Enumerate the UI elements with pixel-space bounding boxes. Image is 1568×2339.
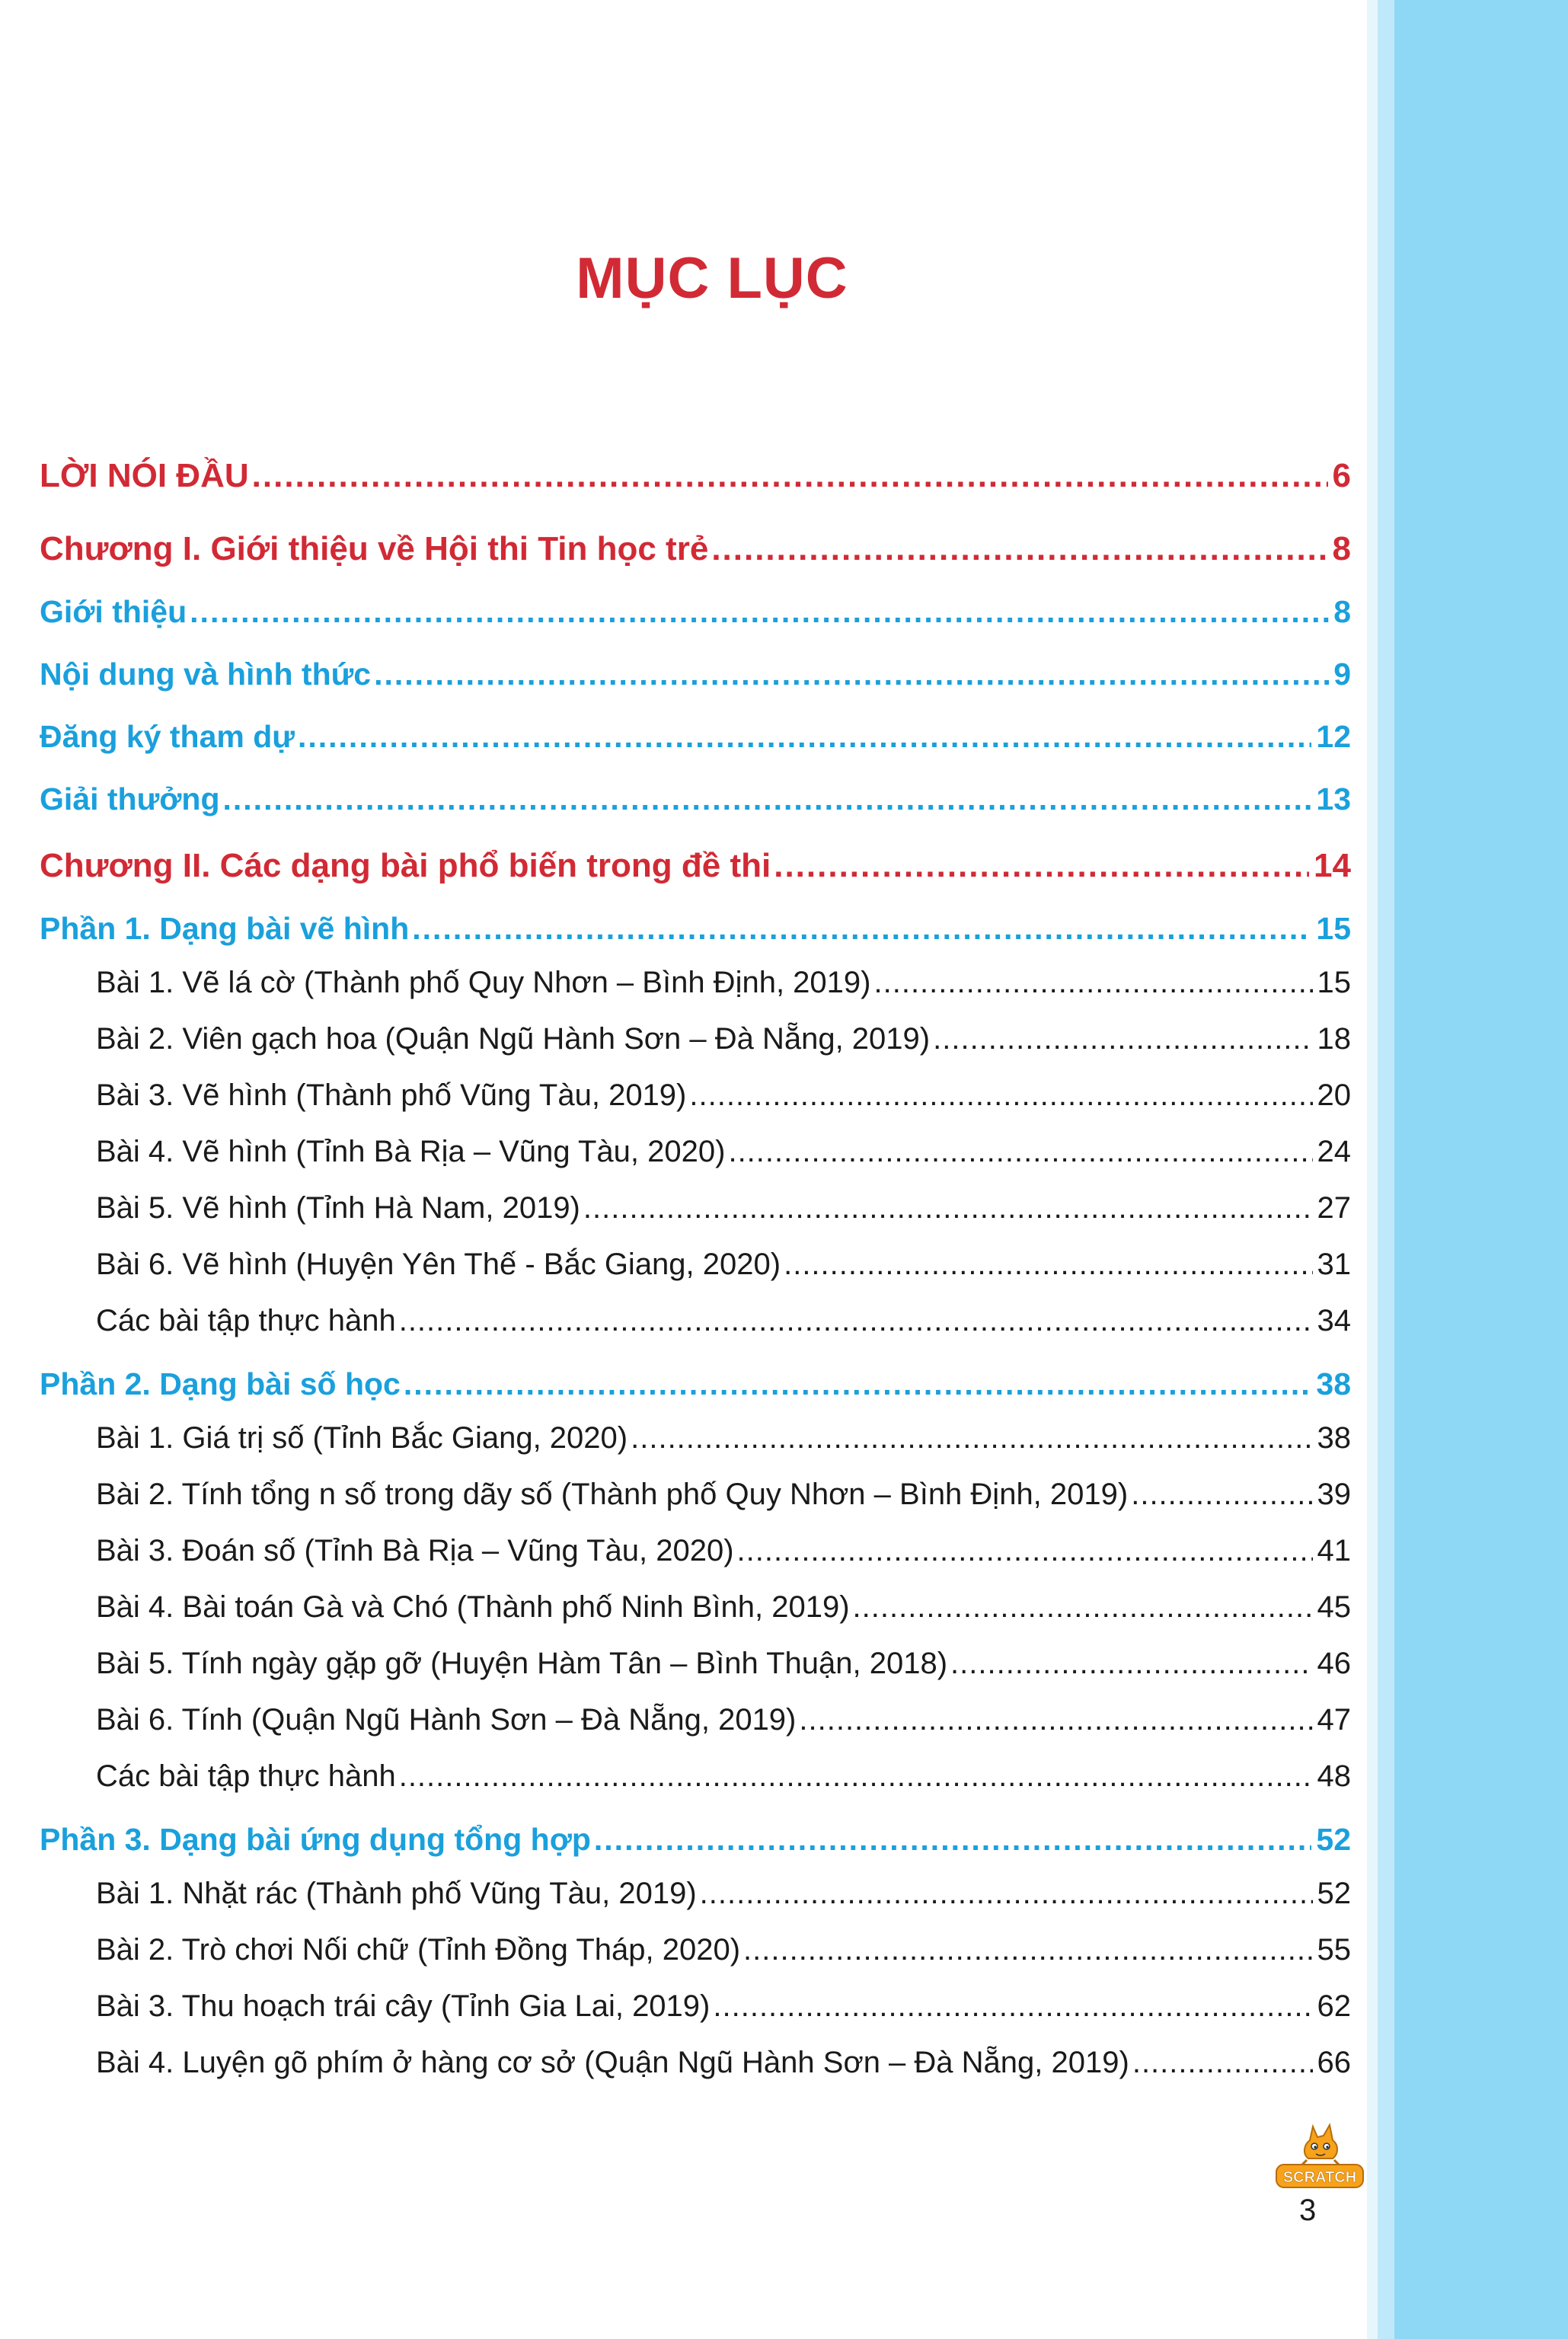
toc-entry-section[interactable] — [40, 911, 1351, 947]
page-title: MỤC LỤC — [576, 246, 848, 311]
toc-entry-section[interactable] — [40, 1822, 1351, 1858]
toc-entry-item[interactable] — [40, 1534, 1351, 1568]
toc-entry-title: Phần 2. Dạng bài số học — [40, 1366, 401, 1401]
dot-leader — [399, 1759, 1313, 1794]
toc-entry-title: Bài 4. Bài toán Gà và Chó (Thành phố Ninh Bình, 2019) — [96, 1590, 850, 1624]
toc-entry-title: Bài 2. Trò chơi Nối chữ (Tỉnh Đồng Tháp, 2020) — [96, 1933, 741, 1967]
dot-leader — [853, 1590, 1313, 1625]
side-band-stripe — [1378, 0, 1394, 2339]
toc-entry-title: Bài 1. Nhặt rác (Thành phố Vũng Tàu, 2019) — [96, 1877, 697, 1910]
toc-entry-chapter[interactable] — [40, 457, 1351, 495]
toc-entry-page: 27 — [1317, 1191, 1351, 1225]
dot-leader — [799, 1703, 1312, 1737]
dot-leader — [1131, 1478, 1312, 1512]
toc-entry-item[interactable] — [40, 1421, 1351, 1455]
toc-entry-title: Giới thiệu — [40, 594, 187, 629]
toc-entry-title: LỜI NÓI ĐẦU — [40, 457, 249, 494]
side-band-inner — [1367, 0, 1378, 2339]
dot-leader — [594, 1822, 1312, 1858]
toc-entry-title: Bài 3. Vẽ hình (Thành phố Vũng Tàu, 2019) — [96, 1078, 687, 1112]
toc-entry-item[interactable] — [40, 1989, 1351, 2024]
toc-entry-item[interactable] — [40, 1022, 1351, 1056]
toc-entry-page: 38 — [1317, 1421, 1351, 1455]
dot-leader — [223, 781, 1312, 817]
dot-leader — [689, 1078, 1312, 1113]
toc-entry-page: 8 — [1333, 594, 1351, 629]
dot-leader — [711, 530, 1327, 568]
toc-entry-title: Bài 3. Đoán số (Tỉnh Bà Rịa – Vũng Tàu, 2020) — [96, 1534, 734, 1567]
dot-leader — [399, 1304, 1313, 1338]
dot-leader — [774, 847, 1309, 885]
toc-entry-title: Chương II. Các dạng bài phổ biến trong đề thi — [40, 847, 771, 884]
toc-entry-page: 18 — [1317, 1022, 1351, 1056]
toc-entry-section[interactable] — [40, 781, 1351, 817]
dot-leader — [1132, 2046, 1313, 2080]
toc-entry-page: 38 — [1316, 1366, 1351, 1401]
toc-entry-title: Nội dung và hình thức — [40, 657, 372, 692]
toc-entry-page: 15 — [1316, 911, 1351, 946]
toc-entry-title: Phần 3. Dạng bài ứng dụng tổng hợp — [40, 1822, 591, 1857]
toc-entry-item[interactable] — [40, 1304, 1351, 1338]
toc-entry-page: 39 — [1317, 1478, 1351, 1511]
dot-leader — [728, 1135, 1312, 1169]
toc-entry-section[interactable] — [40, 1366, 1351, 1402]
toc-entry-page: 52 — [1316, 1822, 1351, 1857]
toc-entry-item[interactable] — [40, 2046, 1351, 2080]
dot-leader — [700, 1877, 1313, 1911]
dot-leader — [713, 1989, 1312, 2024]
dot-leader — [631, 1421, 1312, 1455]
toc-entry-title: Chương I. Giới thiệu về Hội thi Tin học trẻ — [40, 530, 709, 567]
toc-entry-title: Bài 6. Vẽ hình (Huyện Yên Thế - Bắc Giang, 2020) — [96, 1248, 781, 1281]
toc-entry-item[interactable] — [40, 1647, 1351, 1681]
toc-entry-title: Bài 4. Luyện gõ phím ở hàng cơ sở (Quận Ngũ Hành Sơn – Đà Nẵng, 2019) — [96, 2046, 1129, 2079]
toc-entry-page: 14 — [1314, 847, 1351, 884]
toc-entry-title: Bài 5. Tính ngày gặp gỡ (Huyện Hàm Tân – Bình Thuận, 2018) — [96, 1647, 948, 1680]
toc-entry-page: 34 — [1317, 1304, 1351, 1337]
side-band — [1394, 0, 1568, 2339]
toc-entry-section[interactable] — [40, 594, 1351, 630]
dot-leader — [252, 457, 1328, 495]
toc-entry-chapter[interactable] — [40, 847, 1351, 885]
toc-entry-item[interactable] — [40, 1590, 1351, 1625]
toc-entry-page: 55 — [1317, 1933, 1351, 1967]
toc-entry-page: 24 — [1317, 1135, 1351, 1168]
toc-entry-item[interactable] — [40, 1933, 1351, 1967]
toc-entry-title: Các bài tập thực hành — [96, 1304, 396, 1337]
logo-text: SCRATCH — [1282, 2169, 1357, 2186]
toc-entry-page: 31 — [1317, 1248, 1351, 1281]
toc-entry-page: 8 — [1332, 530, 1351, 567]
toc-entry-title: Bài 3. Thu hoạch trái cây (Tỉnh Gia Lai, 2019) — [96, 1989, 711, 2023]
toc-entry-title: Bài 2. Viên gạch hoa (Quận Ngũ Hành Sơn – Đà Nẵng, 2019) — [96, 1022, 931, 1056]
toc-entry-page: 45 — [1317, 1590, 1351, 1624]
toc-entry-page: 48 — [1317, 1759, 1351, 1793]
toc-entry-title: Bài 6. Tính (Quận Ngũ Hành Sơn – Đà Nẵng, 2019) — [96, 1703, 797, 1737]
toc-entry-title: Giải thưởng — [40, 781, 220, 816]
toc-entry-page: 6 — [1332, 457, 1351, 494]
toc-entry-page: 9 — [1333, 657, 1351, 692]
toc-entry-title: Bài 5. Vẽ hình (Tỉnh Hà Nam, 2019) — [96, 1191, 580, 1225]
dot-leader — [784, 1248, 1312, 1282]
toc-entry-item[interactable] — [40, 1135, 1351, 1169]
dot-leader — [374, 657, 1329, 692]
toc-entry-section[interactable] — [40, 657, 1351, 692]
dot-leader — [737, 1534, 1313, 1568]
toc-entry-item[interactable] — [40, 1248, 1351, 1282]
toc-entry-page: 13 — [1316, 781, 1351, 816]
toc-entry-page: 41 — [1317, 1534, 1351, 1567]
scratch-cat-logo — [1273, 2120, 1366, 2194]
toc-entry-item[interactable] — [40, 1191, 1351, 1225]
scratch-cat-icon — [1301, 2125, 1340, 2166]
toc-entry-page: 46 — [1317, 1647, 1351, 1680]
toc-entry-chapter[interactable] — [40, 530, 1351, 568]
toc-entry-page: 66 — [1317, 2046, 1351, 2079]
dot-leader — [873, 966, 1312, 1000]
toc-entry-item[interactable] — [40, 1759, 1351, 1794]
page-number: 3 — [1299, 2194, 1317, 2227]
toc-entry-page: 62 — [1317, 1989, 1351, 2023]
toc-entry-title: Bài 2. Tính tổng n số trong dãy số (Thành phố Quy Nhơn – Bình Định, 2019) — [96, 1478, 1129, 1511]
toc-entry-item[interactable] — [40, 966, 1351, 1000]
toc-entry-title: Phần 1. Dạng bài vẽ hình — [40, 911, 410, 946]
toc-entry-title: Đăng ký tham dự — [40, 719, 295, 754]
dot-leader — [412, 911, 1311, 947]
toc-entry-title: Bài 1. Giá trị số (Tỉnh Bắc Giang, 2020) — [96, 1421, 628, 1455]
toc-entry-item[interactable] — [40, 1078, 1351, 1113]
toc-entry-title: Bài 1. Vẽ lá cờ (Thành phố Quy Nhơn – Bình Định, 2019) — [96, 966, 871, 999]
toc-entry-page: 12 — [1316, 719, 1351, 754]
toc-entry-page: 20 — [1317, 1078, 1351, 1112]
toc-entry-page: 15 — [1317, 966, 1351, 999]
dot-leader — [743, 1933, 1312, 1967]
dot-leader — [583, 1191, 1313, 1225]
dot-leader — [298, 719, 1311, 755]
dot-leader — [933, 1022, 1312, 1056]
dot-leader — [404, 1366, 1312, 1402]
toc-entry-page: 47 — [1317, 1703, 1351, 1737]
toc-entry-title: Bài 4. Vẽ hình (Tỉnh Bà Rịa – Vũng Tàu, 2020) — [96, 1135, 726, 1168]
toc-entry-item[interactable] — [40, 1703, 1351, 1737]
toc-entry-item[interactable] — [40, 1877, 1351, 1911]
dot-leader — [950, 1647, 1312, 1681]
toc-entry-title: Các bài tập thực hành — [96, 1759, 396, 1793]
dot-leader — [190, 594, 1329, 630]
toc-entry-section[interactable] — [40, 719, 1351, 755]
toc-entry-page: 52 — [1317, 1877, 1351, 1910]
toc-entry-item[interactable] — [40, 1478, 1351, 1512]
